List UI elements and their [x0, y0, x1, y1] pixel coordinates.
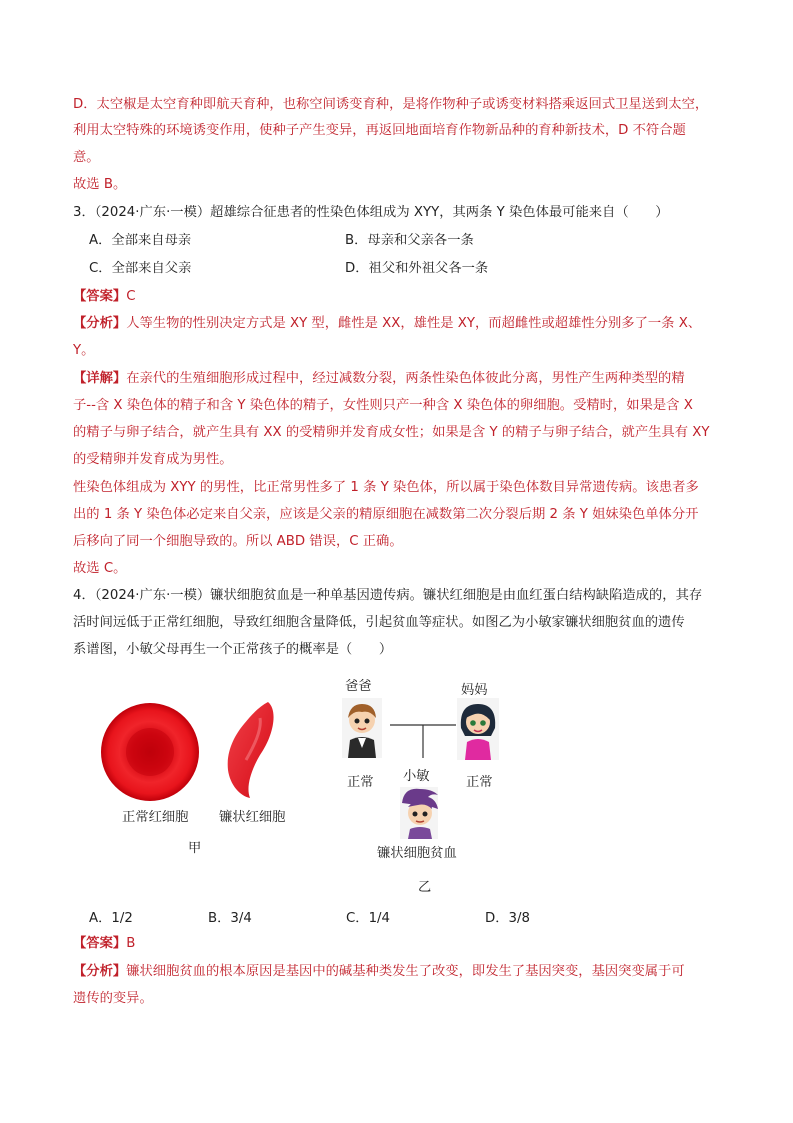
q3-option-d: D．祖父和外祖父各一条 [345, 261, 489, 276]
q4-option-c: C．1/4 [346, 911, 390, 926]
q4-stem-line3: 系谱图，小敏父母再生一个正常孩子的概率是（ ） [73, 642, 393, 657]
q4-option-d: D．3/8 [485, 911, 530, 926]
q4-analysis-text1: 镰状细胞贫血的根本原因是基因中的碱基种类发生了改变，即发生了基因突变，基因突变属于可 [126, 964, 685, 979]
q4-option-a: A．1/2 [89, 911, 133, 926]
q3-option-a: A．全部来自母亲 [89, 233, 192, 248]
q2-option-d-line2: 利用太空特殊的环境诱变作用，使种子产生变异，再返回地面培育作物新品种的育种新技术，D 不符合题 [73, 123, 686, 138]
figure-jia-label: 甲 [188, 841, 202, 856]
q3-detail-tag: 【详解】 [73, 371, 127, 386]
q3-analysis-line1 [73, 311, 741, 337]
sickle-cell-label: 镰状红细胞 [219, 810, 286, 825]
q3-stem: 3．（2024·广东·一模）超雄综合征患者的性染色体组成为 XYY，其两条 Y 染色体最可能来自（ ） [73, 205, 669, 220]
mom-label: 妈妈 [461, 683, 488, 698]
q3-answer-tag: 【答案】 [73, 289, 127, 304]
q4-analysis-tag: 【分析】 [73, 964, 127, 979]
child-status-label: 镰状细胞贫血 [377, 846, 457, 861]
child-avatar-icon [398, 785, 440, 839]
child-label: 小敏 [403, 769, 430, 784]
figure-yi-label: 乙 [418, 880, 432, 895]
q3-option-b: B．母亲和父亲各一条 [345, 233, 474, 248]
q3-answer-line [73, 284, 741, 310]
dad-avatar-icon [342, 698, 382, 758]
q4-analysis-line2: 遗传的变异。 [73, 991, 153, 1006]
q4-stem-line1: 4．（2024·广东·一模）镰状细胞贫血是一种单基因遗传病。镰状红细胞是由血红蛋白结构缺陷造成的，其存 [73, 588, 703, 603]
dad-label: 爸爸 [345, 679, 372, 694]
q3-detail-line2: 子--含 X 染色体的精子和含 Y 染色体的精子，女性则只产一种含 X 染色体的卵细胞。受精时，如果是含 X [73, 398, 693, 413]
q3-choose: 故选 C。 [73, 561, 127, 576]
q3-detail-line7: 后移向了同一个细胞导致的。所以 ABD 错误，C 正确。 [73, 534, 403, 549]
normal-cell-label: 正常红细胞 [122, 810, 189, 825]
q4-stem-line2: 活时间远低于正常红细胞，导致红细胞含量降低，引起贫血等症状。如图乙为小敏家镰状细胞贫血的遗传 [73, 615, 685, 630]
mom-status-label: 正常 [466, 775, 493, 790]
q2-option-d-line1: D．太空椒是太空育种即航天育种，也称空间诱变育种，是将作物种子或诱变材料搭乘返回式卫星送到太空， [73, 97, 709, 112]
q3-detail-line3: 的精子与卵子结合，就产生具有 XX 的受精卵并发育成女性；如果是含 Y 的精子与卵子结合，就产生具有 XY [73, 425, 710, 440]
pedigree-lines [390, 720, 460, 760]
q4-analysis-line1 [73, 959, 741, 985]
q3-option-c: C．全部来自父亲 [89, 261, 192, 276]
q3-answer: C [126, 289, 136, 304]
q4-answer-line [73, 931, 741, 957]
q3-detail-line4: 的受精卵并发育成为男性。 [73, 452, 233, 467]
q2-choose: 故选 B。 [73, 177, 127, 192]
dad-status-label: 正常 [347, 775, 374, 790]
normal-red-blood-cell-icon [100, 702, 200, 802]
sickle-red-blood-cell-icon [220, 700, 280, 800]
q3-analysis-tag: 【分析】 [73, 316, 127, 331]
q4-option-b: B．3/4 [208, 911, 252, 926]
mom-avatar-icon [457, 698, 499, 760]
q3-analysis-line2: Y。 [73, 343, 95, 358]
q4-answer: B [126, 936, 136, 951]
q2-option-d-line3: 意。 [73, 150, 100, 165]
q3-analysis-text1: 人等生物的性别决定方式是 XY 型，雌性是 XX，雄性是 XY，而超雌性或超雄性分别多了一条 X、 [126, 316, 702, 331]
q3-detail-text1: 在亲代的生殖细胞形成过程中，经过减数分裂，两条性染色体彼此分离，男性产生两种类型的精 [126, 371, 685, 386]
q3-detail-line6: 出的 1 条 Y 染色体必定来自父亲，应该是父亲的精原细胞在减数第二次分裂后期 2 条 Y 姐妹染色单体分开 [73, 507, 699, 522]
q3-detail-line1 [73, 366, 741, 392]
q3-detail-line5: 性染色体组成为 XYY 的男性，比正常男性多了 1 条 Y 染色体，所以属于染色体数目异常遗传病。该患者多 [73, 480, 699, 495]
q4-answer-tag: 【答案】 [73, 936, 127, 951]
